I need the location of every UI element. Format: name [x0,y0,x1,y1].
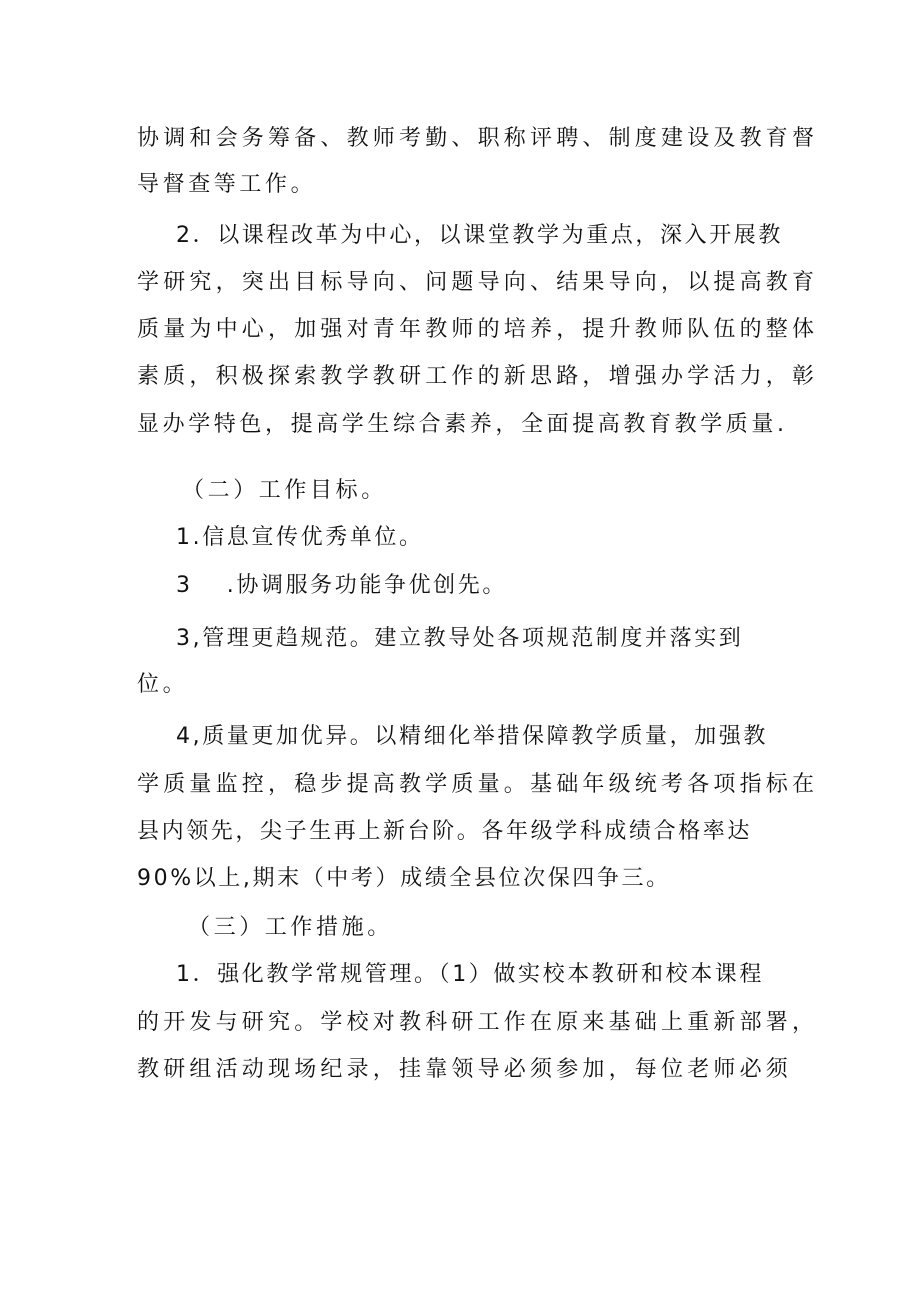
text-line-4: 学研究，突出目标导向、问题导向、结果导向，以提高教育 [137,270,819,295]
text-line-12: 位。 [137,672,189,697]
text-line-14: 学质量监控，稳步提高教学质量。基础年级统考各项指标在 [137,772,819,797]
text-line-10: 3 .协调服务功能争优创先。 [176,573,507,598]
text-line-16: 90%以上,期末（中考）成绩全县位次保四争三。 [137,866,671,891]
text-line-5: 质量为中心，加强对青年教师的培养，提升教师队伍的整体 [137,317,819,342]
text-line-15: 县内领先，尖子生再上新台阶。各年级学科成绩合格率达 [137,819,753,844]
text-line-9: 1.信息宣传优秀单位。 [176,525,424,550]
text-line-20: 教研组活动现场纪录，挂靠领导必须参加，每位老师必须 [137,1057,793,1082]
text-line-11: 3,管理更趋规范。建立教导处各项规范制度并落实到 [176,626,744,651]
section-heading-goals: （二）工作目标。 [182,478,387,503]
text-line-13: 4,质量更加优异。以精细化举措保障教学质量，加强教 [176,724,768,749]
text-line-7: 显办学特色，提高学生综合素养，全面提高教育教学质量. [137,412,788,437]
text-line-2: 导督查等工作。 [137,172,317,197]
text-line-6: 素质，积极探索教学教研工作的新思路，增强办学活力，彰 [137,364,819,389]
text-line-18: 1．强化教学常规管理。（1）做实校本教研和校本课程 [176,962,764,987]
text-line-3: 2．以课程改革为中心，以课堂教学为重点，深入开展教 [176,223,783,248]
text-line-19: 的开发与研究。学校对教科研工作在原来基础上重新部署， [137,1010,819,1035]
text-line-1: 协调和会务筹备、教师考勤、职称评聘、制度建设及教育督 [137,126,819,151]
section-heading-measures: （三）工作措施。 [188,915,393,940]
